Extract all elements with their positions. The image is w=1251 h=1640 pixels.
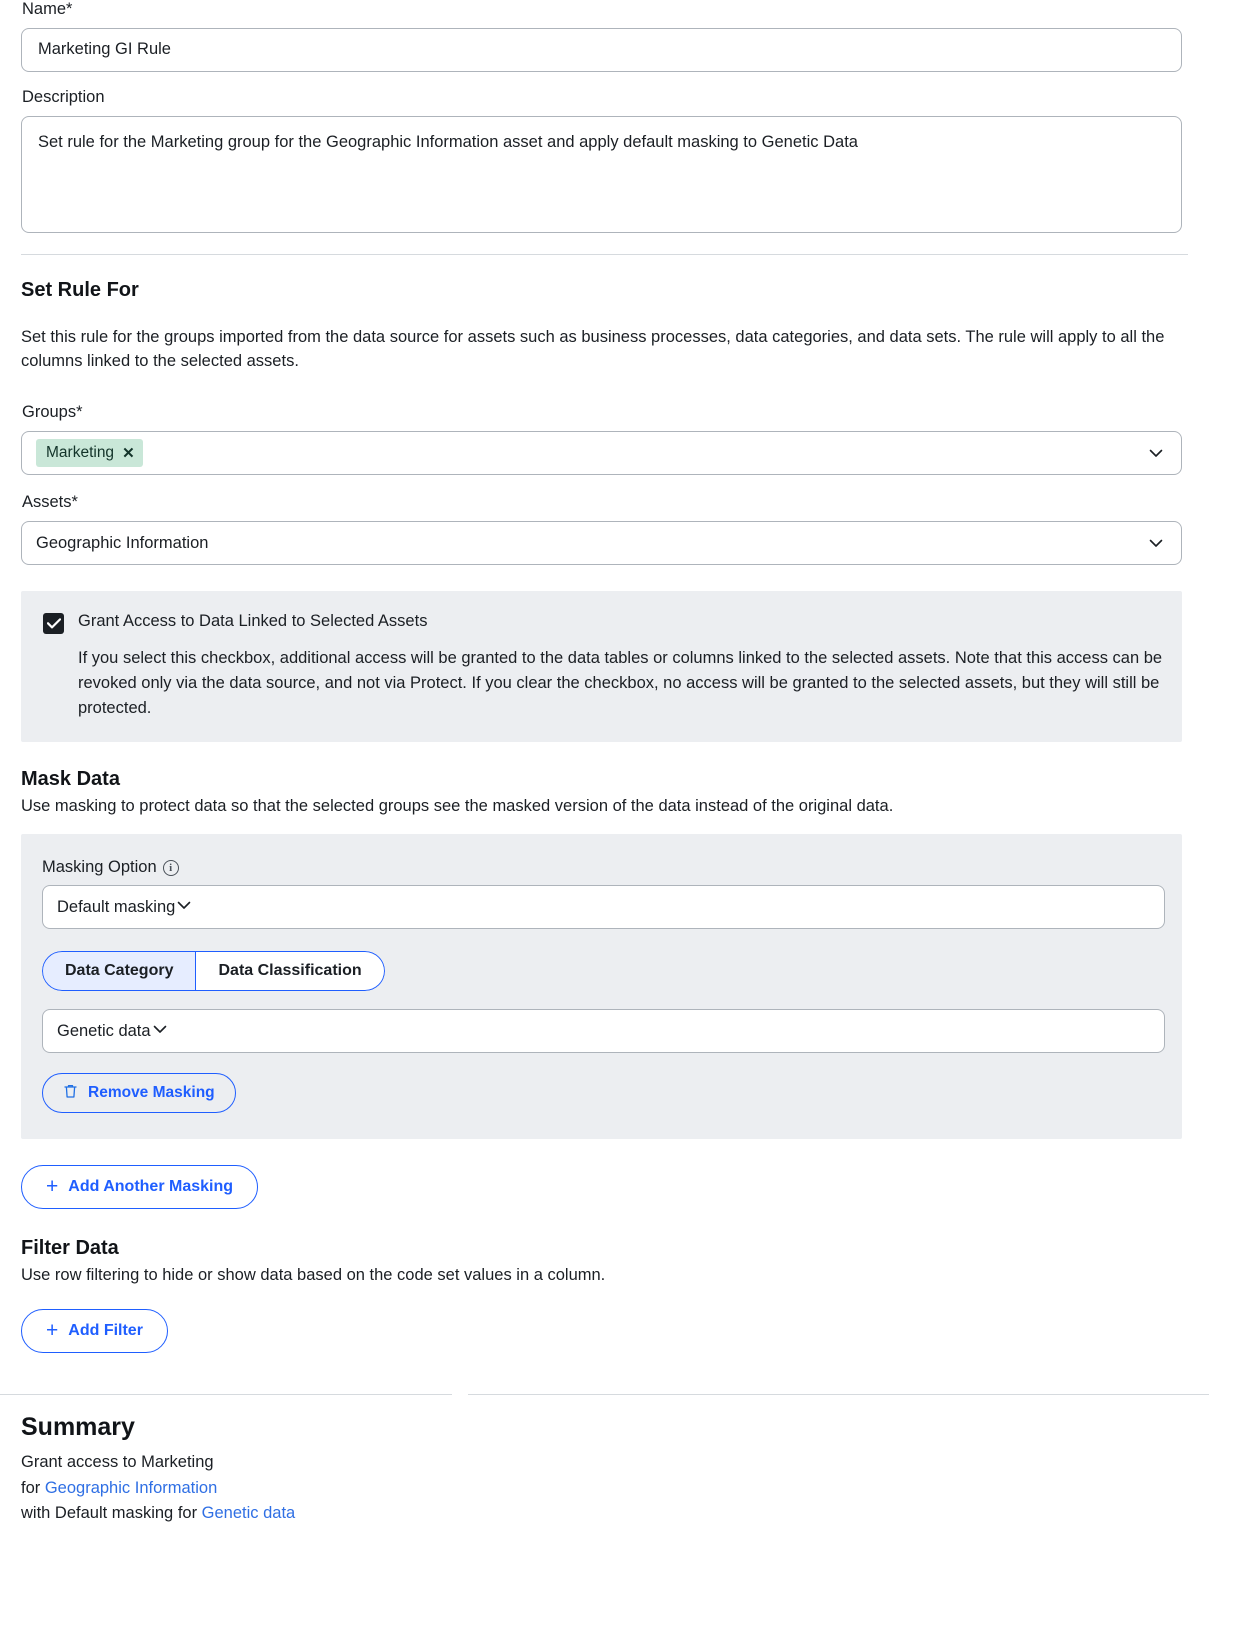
- grant-access-help-text: If you select this checkbox, additional access will be granted to the data tables or columns linked to the selected assets. Note that this access can be revoked only via the data source, and not via Protect. If you clear the checkbox, no access will be granted to the selected assets, but they will still be protected.: [78, 649, 1163, 717]
- name-label-text: Name: [22, 0, 67, 18]
- filter-data-title: Filter Data: [21, 1237, 119, 1260]
- assets-label-text: Assets: [22, 493, 72, 512]
- assets-label: [22, 493, 1230, 513]
- info-icon[interactable]: i: [163, 860, 179, 876]
- description-value: Set rule for the Marketing group for the Geographic Information asset and apply default masking to Genetic Data: [38, 132, 858, 151]
- summary-divider: [0, 1387, 1209, 1401]
- assets-required-mark: *: [71, 493, 78, 512]
- mask-data-title: Mask Data: [21, 768, 120, 791]
- grant-access-label: Grant Access to Data Linked to Selected Assets: [78, 612, 428, 631]
- plus-icon: +: [46, 1318, 59, 1342]
- grant-access-checkbox[interactable]: [43, 613, 64, 634]
- name-input-value: Marketing GI Rule: [38, 40, 171, 59]
- remove-masking-button[interactable]: [42, 1073, 236, 1113]
- summary-line-assets: [21, 1476, 1230, 1502]
- remove-masking-label: Remove Masking: [88, 1084, 215, 1102]
- tab-data-classification[interactable]: Data Classification: [196, 951, 384, 991]
- groups-label-text: Groups: [22, 403, 77, 422]
- trash-icon: [63, 1083, 78, 1104]
- summary-title: Summary: [21, 1413, 135, 1442]
- group-chip-marketing[interactable]: [36, 439, 143, 467]
- add-another-masking-button[interactable]: [21, 1165, 258, 1209]
- masking-option-select[interactable]: [42, 885, 1165, 929]
- name-label: [22, 0, 1230, 20]
- add-another-masking-label: Add Another Masking: [68, 1178, 234, 1196]
- close-icon[interactable]: ✕: [122, 444, 135, 462]
- description-label: [22, 88, 1230, 108]
- set-rule-for-title: Set Rule For: [21, 278, 139, 301]
- summary-masking-prefix: with Default masking for: [21, 1504, 202, 1523]
- name-input[interactable]: [21, 28, 1182, 72]
- add-filter-button[interactable]: [21, 1309, 168, 1353]
- group-chip-label: Marketing: [46, 444, 115, 462]
- mask-data-description: Use masking to protect data so that the selected groups see the masked version of the data instead of the original data.: [21, 797, 894, 816]
- masking-type-tabs: [42, 951, 385, 991]
- summary-line-groups: Grant access to Marketing: [21, 1453, 214, 1472]
- groups-select[interactable]: [21, 431, 1182, 475]
- filter-data-description: Use row filtering to hide or show data based on the code set values in a column.: [21, 1266, 606, 1285]
- add-filter-label: Add Filter: [68, 1322, 143, 1340]
- masking-option-label: [42, 858, 1161, 877]
- assets-selected-value: Geographic Information: [36, 533, 209, 552]
- plus-icon: +: [46, 1174, 59, 1198]
- masking-option-label-text: Masking Option: [42, 858, 157, 877]
- description-label-text: Description: [22, 87, 105, 106]
- name-required-mark: *: [66, 0, 73, 18]
- description-textarea[interactable]: [21, 116, 1182, 233]
- summary-assets-prefix: for: [21, 1478, 45, 1497]
- tab-data-category[interactable]: Data Category: [42, 951, 196, 991]
- grant-access-row[interactable]: [43, 611, 1160, 634]
- chevron-down-icon[interactable]: [1147, 444, 1165, 462]
- groups-required-mark: *: [76, 403, 83, 422]
- groups-label: [22, 403, 1230, 423]
- summary-assets-link[interactable]: Geographic Information: [44, 1478, 218, 1497]
- section-divider: [21, 254, 1188, 255]
- assets-select[interactable]: [21, 521, 1182, 565]
- chevron-down-icon[interactable]: [151, 1020, 169, 1043]
- grant-access-panel: [21, 591, 1182, 742]
- data-category-select[interactable]: [42, 1009, 1165, 1053]
- summary-line-masking: [21, 1501, 1230, 1527]
- masking-panel: [21, 834, 1182, 1139]
- set-rule-for-description: Set this rule for the groups imported from the data source for assets such as business processes, data categories, and data sets. The rule will apply to all the columns linked to the selected assets.: [21, 327, 1165, 370]
- chevron-down-icon[interactable]: [175, 896, 193, 919]
- data-category-value: Genetic data: [57, 1021, 151, 1040]
- masking-option-value: Default masking: [57, 897, 176, 916]
- chevron-down-icon[interactable]: [1147, 534, 1165, 552]
- summary-masking-link[interactable]: Genetic data: [201, 1504, 296, 1523]
